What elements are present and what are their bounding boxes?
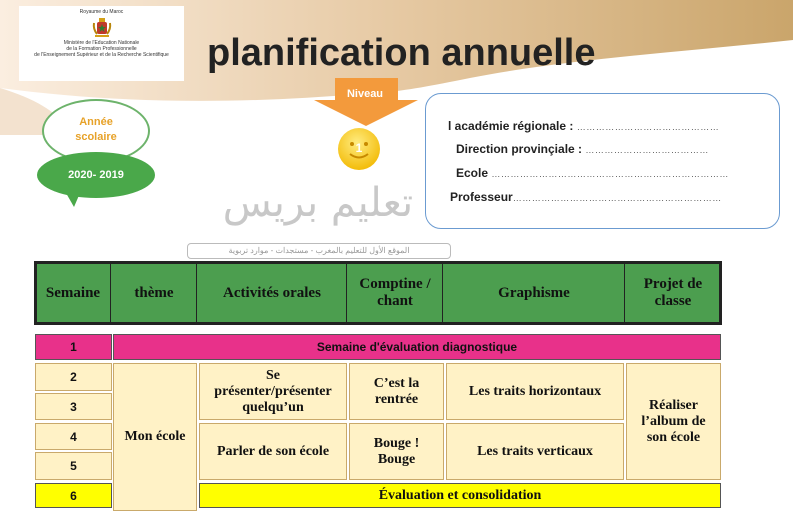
header-activites: Activités orales [197, 262, 347, 324]
academie-row [448, 119, 719, 133]
school-year-value-bubble: 2020- 2019 [37, 152, 155, 198]
school-info-box [425, 93, 780, 229]
ecole-label: Ecole [456, 166, 489, 180]
direction-row [456, 142, 709, 156]
week-cell: 3 [35, 393, 112, 420]
niveau-arrow-icon [290, 78, 440, 126]
graphisme-cell: Les traits horizontaux [446, 363, 624, 420]
week-cell: 2 [35, 363, 112, 391]
watermark-main-text: تعليم بريس [222, 180, 414, 226]
logo-ministry-text [19, 40, 184, 58]
evaluation-label: Évaluation et consolidation [199, 483, 721, 508]
ecole-row [456, 166, 729, 180]
professeur-row [450, 190, 722, 204]
school-year-label-line1: Année [79, 116, 113, 128]
diagnostic-label: Semaine d'évaluation diagnostique [113, 334, 721, 360]
song-cell: C’est la rentrée [349, 363, 444, 420]
week-cell: 1 [35, 334, 112, 360]
header-comptine: Comptine / chant [347, 262, 443, 324]
watermark-sub-text: الموقع الأول للتعليم بالمغرب - مستجدات - موارد تربوية [187, 243, 451, 259]
academie-dots: ……………………………………… [576, 122, 720, 132]
royal-emblem-icon [91, 17, 113, 39]
ministry-logo [19, 6, 184, 81]
header-frame [35, 262, 721, 324]
ecole-dots: ………………………………………………………………… [491, 169, 729, 179]
week-cell: 6 [35, 483, 112, 508]
activity-cell: Parler de son école [199, 423, 347, 480]
professeur-dots: ………………………………………………………… [512, 193, 722, 203]
header-projet: Projet de classe [625, 262, 721, 324]
header-graphisme: Graphisme [443, 262, 625, 324]
theme-cell: Mon école [113, 363, 197, 511]
logo-line: de l'Enseignement Supérieur et de la Recherche Scientifique [34, 52, 169, 58]
project-cell: Réaliser l’album de son école [626, 363, 721, 480]
song-cell: Bouge ! Bouge [349, 423, 444, 480]
graphisme-cell: Les traits verticaux [446, 423, 624, 480]
direction-label: Direction provinçiale : [456, 142, 583, 156]
header-semaine: Semaine [35, 262, 111, 324]
week-cell: 4 [35, 423, 112, 450]
watermark [187, 180, 449, 262]
page-title: planification annuelle [207, 32, 596, 74]
activity-cell: Se présenter/présenter quelqu’un [199, 363, 347, 420]
niveau-label: Niveau [346, 88, 384, 100]
academie-label: l académie régionale : [448, 119, 574, 133]
logo-line: Ministère de l'Education Nationale [63, 40, 140, 46]
niveau-number: 1 [355, 141, 363, 155]
logo-kingdom: Royaume du Maroc [79, 9, 124, 15]
header-theme: thème [111, 262, 197, 324]
week-cell: 5 [35, 452, 112, 480]
direction-dots: ………………………………… [585, 145, 709, 155]
school-year-label-line2: scolaire [75, 131, 117, 143]
logo-line: de la Formation Professionnelle [66, 46, 137, 52]
professeur-label: Professeur [450, 190, 513, 204]
